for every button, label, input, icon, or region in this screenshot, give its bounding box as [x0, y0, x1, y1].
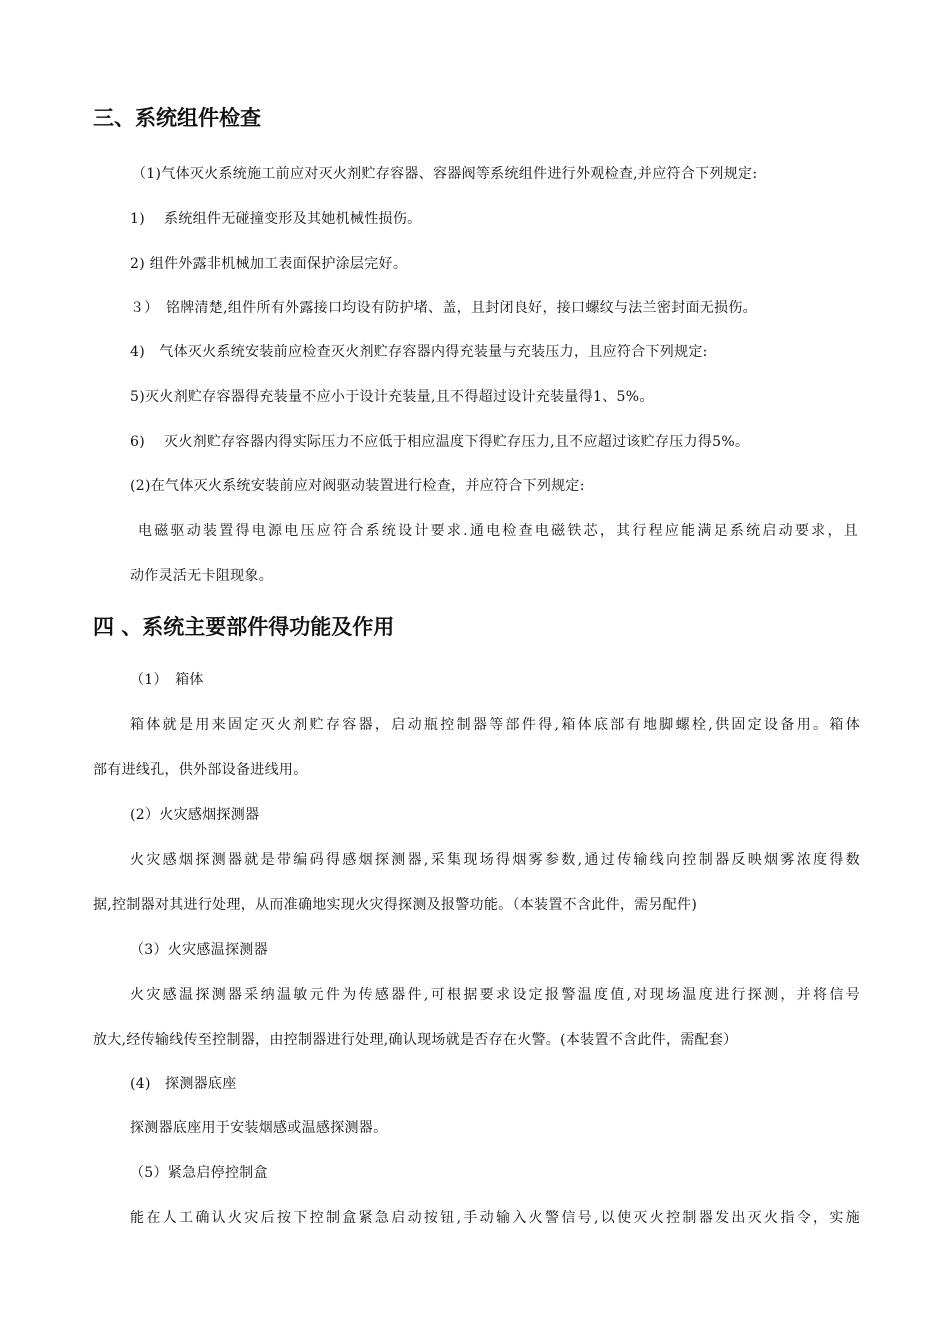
section-4-title: 四 、系统主要部件得功能及作用	[93, 615, 395, 639]
component-5-heading: （5）紧急启停控制盒	[130, 1165, 268, 1181]
section-3-item-2: 2) 组件外露非机械加工表面保护涂层完好。	[130, 256, 408, 272]
section-3-item-6: 6) 灭火剂贮存容器内得实际压力不应低于相应温度下得贮存压力,且不应超过该贮存压力得5%。	[130, 434, 750, 450]
section-3-paragraph-2: (2)在气体灭火系统安装前应对阀驱动装置进行检查，并应符合下列规定:	[130, 478, 585, 494]
component-5-text-line-1: 能在人工确认火灾后按下控制盒紧急启动按钮,手动输入火警信号,以使灭火控制器发出灭火指令，实施	[130, 1210, 860, 1226]
component-1-text-line-2: 部有进线孔，供外部设备进线用。	[93, 762, 308, 778]
component-1-text-line-1: 箱体就是用来固定灭火剂贮存容器，启动瓶控制器等部件得,箱体底部有地脚螺栓,供固定设备用。箱体	[130, 717, 860, 733]
component-2-text-line-2: 据,控制器对其进行处理，从而准确地实现火灾得探测及报警功能。（本装置不含此件，需另配件)	[93, 897, 698, 913]
section-3-title: 三、系统组件检查	[93, 106, 261, 130]
section-3-paragraph-1: （1)气体灭火系统施工前应对灭火剂贮存容器、容器阀等系统组件进行外观检查,并应符合下列规定:	[132, 166, 758, 182]
section-3-paragraph-3-line-2: 动作灵活无卡阻现象。	[130, 568, 273, 584]
section-3-item-1: 1) 系统组件无碰撞变形及其她机械性损伤。	[130, 211, 422, 227]
component-1-heading: （1） 箱体	[130, 672, 204, 688]
section-3-item-5: 5)灭火剂贮存容器得充装量不应小于设计充装量,且不得超过设计充装量得1、5%。	[130, 389, 654, 405]
section-3-item-4: 4) 气体灭火系统安装前应检查灭火剂贮存容器内得充装量与充装压力，且应符合下列规定:	[130, 344, 708, 360]
component-2-text-line-1: 火灾感烟探测器就是带编码得感烟探测器,采集现场得烟雾参数,通过传输线向控制器反映烟雾浓度得数	[130, 852, 860, 868]
component-4-text-line-1: 探测器底座用于安装烟感或温感探测器。	[130, 1120, 388, 1136]
component-3-text-line-1: 火灾感温探测器采纳温敏元件为传感器件,可根据要求设定报警温度值,对现场温度进行探测，并将信号	[130, 987, 860, 1003]
component-2-heading: (2）火灾感烟探测器	[130, 807, 260, 823]
section-3-item-3: ３） 铭牌清楚,组件所有外露接口均设有防护堵、盖，且封闭良好，接口螺纹与法兰密封面无损伤。	[130, 300, 757, 316]
section-3-paragraph-3-line-1: 电磁驱动装置得电源电压应符合系统设计要求.通电检查电磁铁芯，其行程应能满足系统启动要求，且	[138, 523, 858, 539]
component-3-text-line-2: 放大,经传输线传至控制器，由控制器进行处理,确认现场就是否存在火警。(本装置不含此件，需配套）	[93, 1032, 738, 1048]
component-4-heading: (4) 探测器底座	[130, 1076, 237, 1092]
component-3-heading: （3）火灾感温探测器	[130, 942, 268, 958]
